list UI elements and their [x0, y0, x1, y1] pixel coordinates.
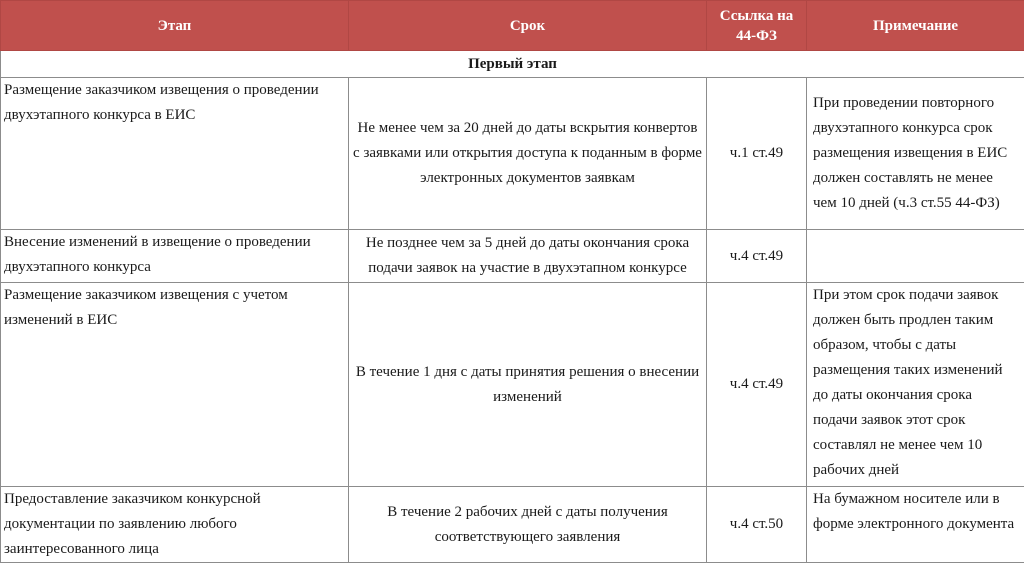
- stage-cell: Предоставление заказчиком конкурсной документации по заявлению любого заинтересованного лица: [1, 487, 349, 563]
- term-cell: Не позднее чем за 5 дней до даты окончания срока подачи заявок на участие в двухэтапном конкурсе: [349, 230, 707, 283]
- header-note: Примечание: [807, 1, 1024, 51]
- table-row: [1, 283, 1024, 487]
- table-row: [1, 487, 1024, 563]
- note-cell: При проведении повторного двухэтапного конкурса срок размещения извещения в ЕИС должен составлять не менее чем 10 дней (ч.3 ст.55 44-ФЗ): [807, 78, 1024, 230]
- term-cell: В течение 2 рабочих дней с даты получения соответствующего заявления: [349, 487, 707, 563]
- header-stage: Этап: [1, 1, 349, 51]
- term-cell: В течение 1 дня с даты принятия решения о внесении изменений: [349, 283, 707, 487]
- term-cell: Не менее чем за 20 дней до даты вскрытия конвертов с заявками или открытия доступа к поданным в форме электронных документов заявкам: [349, 78, 707, 230]
- section-row: [1, 51, 1024, 78]
- header-row: [1, 1, 1024, 51]
- section-title: Первый этап: [1, 51, 1024, 78]
- note-cell: [807, 230, 1024, 283]
- table-row: [1, 230, 1024, 283]
- reference-cell: ч.1 ст.49: [707, 78, 807, 230]
- header-term: Срок: [349, 1, 707, 51]
- note-cell: При этом срок подачи заявок должен быть продлен таким образом, чтобы с даты размещения таких изменений до даты окончания срока подачи заявок этот срок составлял не менее чем 10 рабочих дней: [807, 283, 1024, 487]
- table-row: [1, 78, 1024, 230]
- reference-cell: ч.4 ст.50: [707, 487, 807, 563]
- stage-cell: Внесение изменений в извещение о проведении двухэтапного конкурса: [1, 230, 349, 283]
- note-cell: На бумажном носителе или в форме электронного документа: [807, 487, 1024, 563]
- stage-cell: Размещение заказчиком извещения с учетом изменений в ЕИС: [1, 283, 349, 487]
- stage-cell: Размещение заказчиком извещения о проведении двухэтапного конкурса в ЕИС: [1, 78, 349, 230]
- header-reference: Ссылка на 44-ФЗ: [707, 1, 807, 51]
- reference-cell: ч.4 ст.49: [707, 230, 807, 283]
- reference-cell: ч.4 ст.49: [707, 283, 807, 487]
